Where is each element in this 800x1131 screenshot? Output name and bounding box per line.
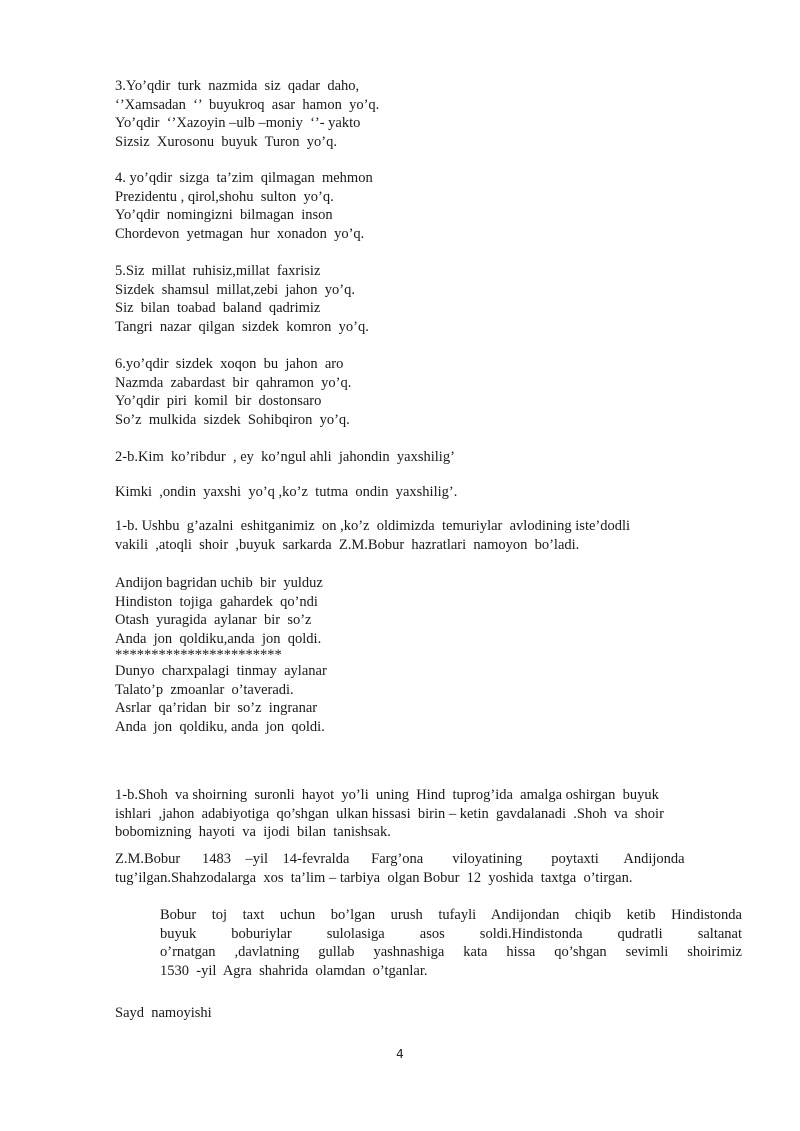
paragraph-line: bobomizning hayoti va ijodi bilan tanishsak. <box>115 824 391 840</box>
poem-andijon <box>115 574 735 736</box>
verse-line: Kimki ,ondin yaxshi yo’q ,ko’z tutma ondin yaxshilig’. <box>115 484 458 500</box>
section-label-sayd <box>115 1004 735 1023</box>
poem-line: Talato’p zmoanlar o’taveradi. <box>115 681 294 698</box>
label-line: Sayd namoyishi <box>115 1005 212 1021</box>
paragraph-line: o’rnatgan ,davlatning gullab yashnashiga kata hissa qo’shgan sevimli shoirimiz <box>160 944 742 960</box>
paragraph-line: buyuk boburiylar sulolasiga asos soldi.Hindistonda qudratli saltanat <box>160 925 742 942</box>
poem-line: Nazmda zabardast bir qahramon yo’q. <box>115 374 352 391</box>
poem-line: 6.yo’qdir sizdek xoqon bu jahon aro <box>115 356 344 372</box>
poem-line: ‘’Xamsadan ‘’ buyukroq asar hamon yo’q. <box>115 96 380 113</box>
verse-kimki <box>115 483 735 502</box>
poem-line: Anda jon qoldiku,anda jon qoldi. <box>115 630 322 647</box>
paragraph-line: 1530 -yil Agra shahrida olamdan o’tganlar. <box>160 962 428 979</box>
poem-line: Tangri nazar qilgan sizdek komron yo’q. <box>115 318 369 335</box>
paragraph-bobur-bio <box>115 850 707 887</box>
poem-line: So’z mulkida sizdek Sohibqiron yo’q. <box>115 411 350 428</box>
paragraph-line: vakili ,atoqli shoir ,buyuk sarkarda Z.M.Bobur hazratlari namoyon bo’ladi. <box>115 536 580 553</box>
stanza-3 <box>115 77 735 151</box>
stanza-4 <box>115 169 735 243</box>
poem-line: Dunyo charxpalagi tinmay aylanar <box>115 663 327 679</box>
verse-2b <box>115 448 735 467</box>
page-number: 4 <box>396 1047 404 1061</box>
paragraph-indented <box>160 906 742 980</box>
paragraph-1b-shoh <box>115 786 725 842</box>
stanza-5 <box>115 262 735 336</box>
paragraph-line: Bobur toj taxt uchun bo’lgan urush tufayli Andijondan chiqib ketib Hindistonda <box>160 907 742 923</box>
poem-line: Andijon bagridan uchib bir yulduz <box>115 575 323 591</box>
poem-line: Chordevon yetmagan hur xonadon yo’q. <box>115 225 365 242</box>
poem-line: Yo’qdir nomingizni bilmagan inson <box>115 207 333 223</box>
stanza-6 <box>115 355 735 429</box>
poem-line: Hindiston tojiga gahardek qo’ndi <box>115 593 318 610</box>
poem-line: Asrlar qa’ridan bir so’z ingranar <box>115 700 318 716</box>
paragraph-line: 1-b.Shoh va shoirning suronli hayot yo’li uning Hind tuprog’ida amalga oshirgan buyuk <box>115 787 659 803</box>
separator-stars: *********************** <box>115 647 282 663</box>
poem-line: Prezidentu , qirol,shohu sulton yo’q. <box>115 188 334 205</box>
poem-line: Yo’qdir piri komil bir dostonsaro <box>115 393 322 409</box>
poem-line: Yo’qdir ‘’Xazoyin –ulb –moniy ‘’- yakto <box>115 115 361 131</box>
paragraph-1b-intro <box>115 517 715 554</box>
poem-line: Siz bilan toabad baland qadrimiz <box>115 300 321 316</box>
paragraph-line: ishlari ,jahon adabiyotiga qo’shgan ulkan hissasi birin – ketin gavdalanadi .Shoh va shoir <box>115 805 664 822</box>
paragraph-line: 1-b. Ushbu g’azalni eshitganimiz on ,ko’z oldimizda temuriylar avlodining iste’dodli <box>115 518 631 534</box>
poem-line: Anda jon qoldiku, anda jon qoldi. <box>115 718 325 735</box>
paragraph-line: tug’ilgan.Shahzodalarga xos ta’lim – tarbiya olgan Bobur 12 yoshida taxtga o’tirgan. <box>115 869 633 886</box>
poem-line: 5.Siz millat ruhisiz,millat faxrisiz <box>115 263 321 279</box>
poem-line: 3.Yo’qdir turk nazmida siz qadar daho, <box>115 78 360 94</box>
poem-line: Sizsiz Xurosonu buyuk Turon yo’q. <box>115 133 337 150</box>
poem-line: 4. yo’qdir sizga ta’zim qilmagan mehmon <box>115 170 373 186</box>
verse-line: 2-b.Kim ko’ribdur , ey ko’ngul ahli jahondin yaxshilig’ <box>115 449 455 465</box>
poem-line: Sizdek shamsul millat,zebi jahon yo’q. <box>115 281 356 298</box>
paragraph-line: Z.M.Bobur 1483 –yil 14-fevralda Farg’ona viloyatining poytaxti Andijonda <box>115 851 685 867</box>
poem-line: Otash yuragida aylanar bir so’z <box>115 612 312 628</box>
